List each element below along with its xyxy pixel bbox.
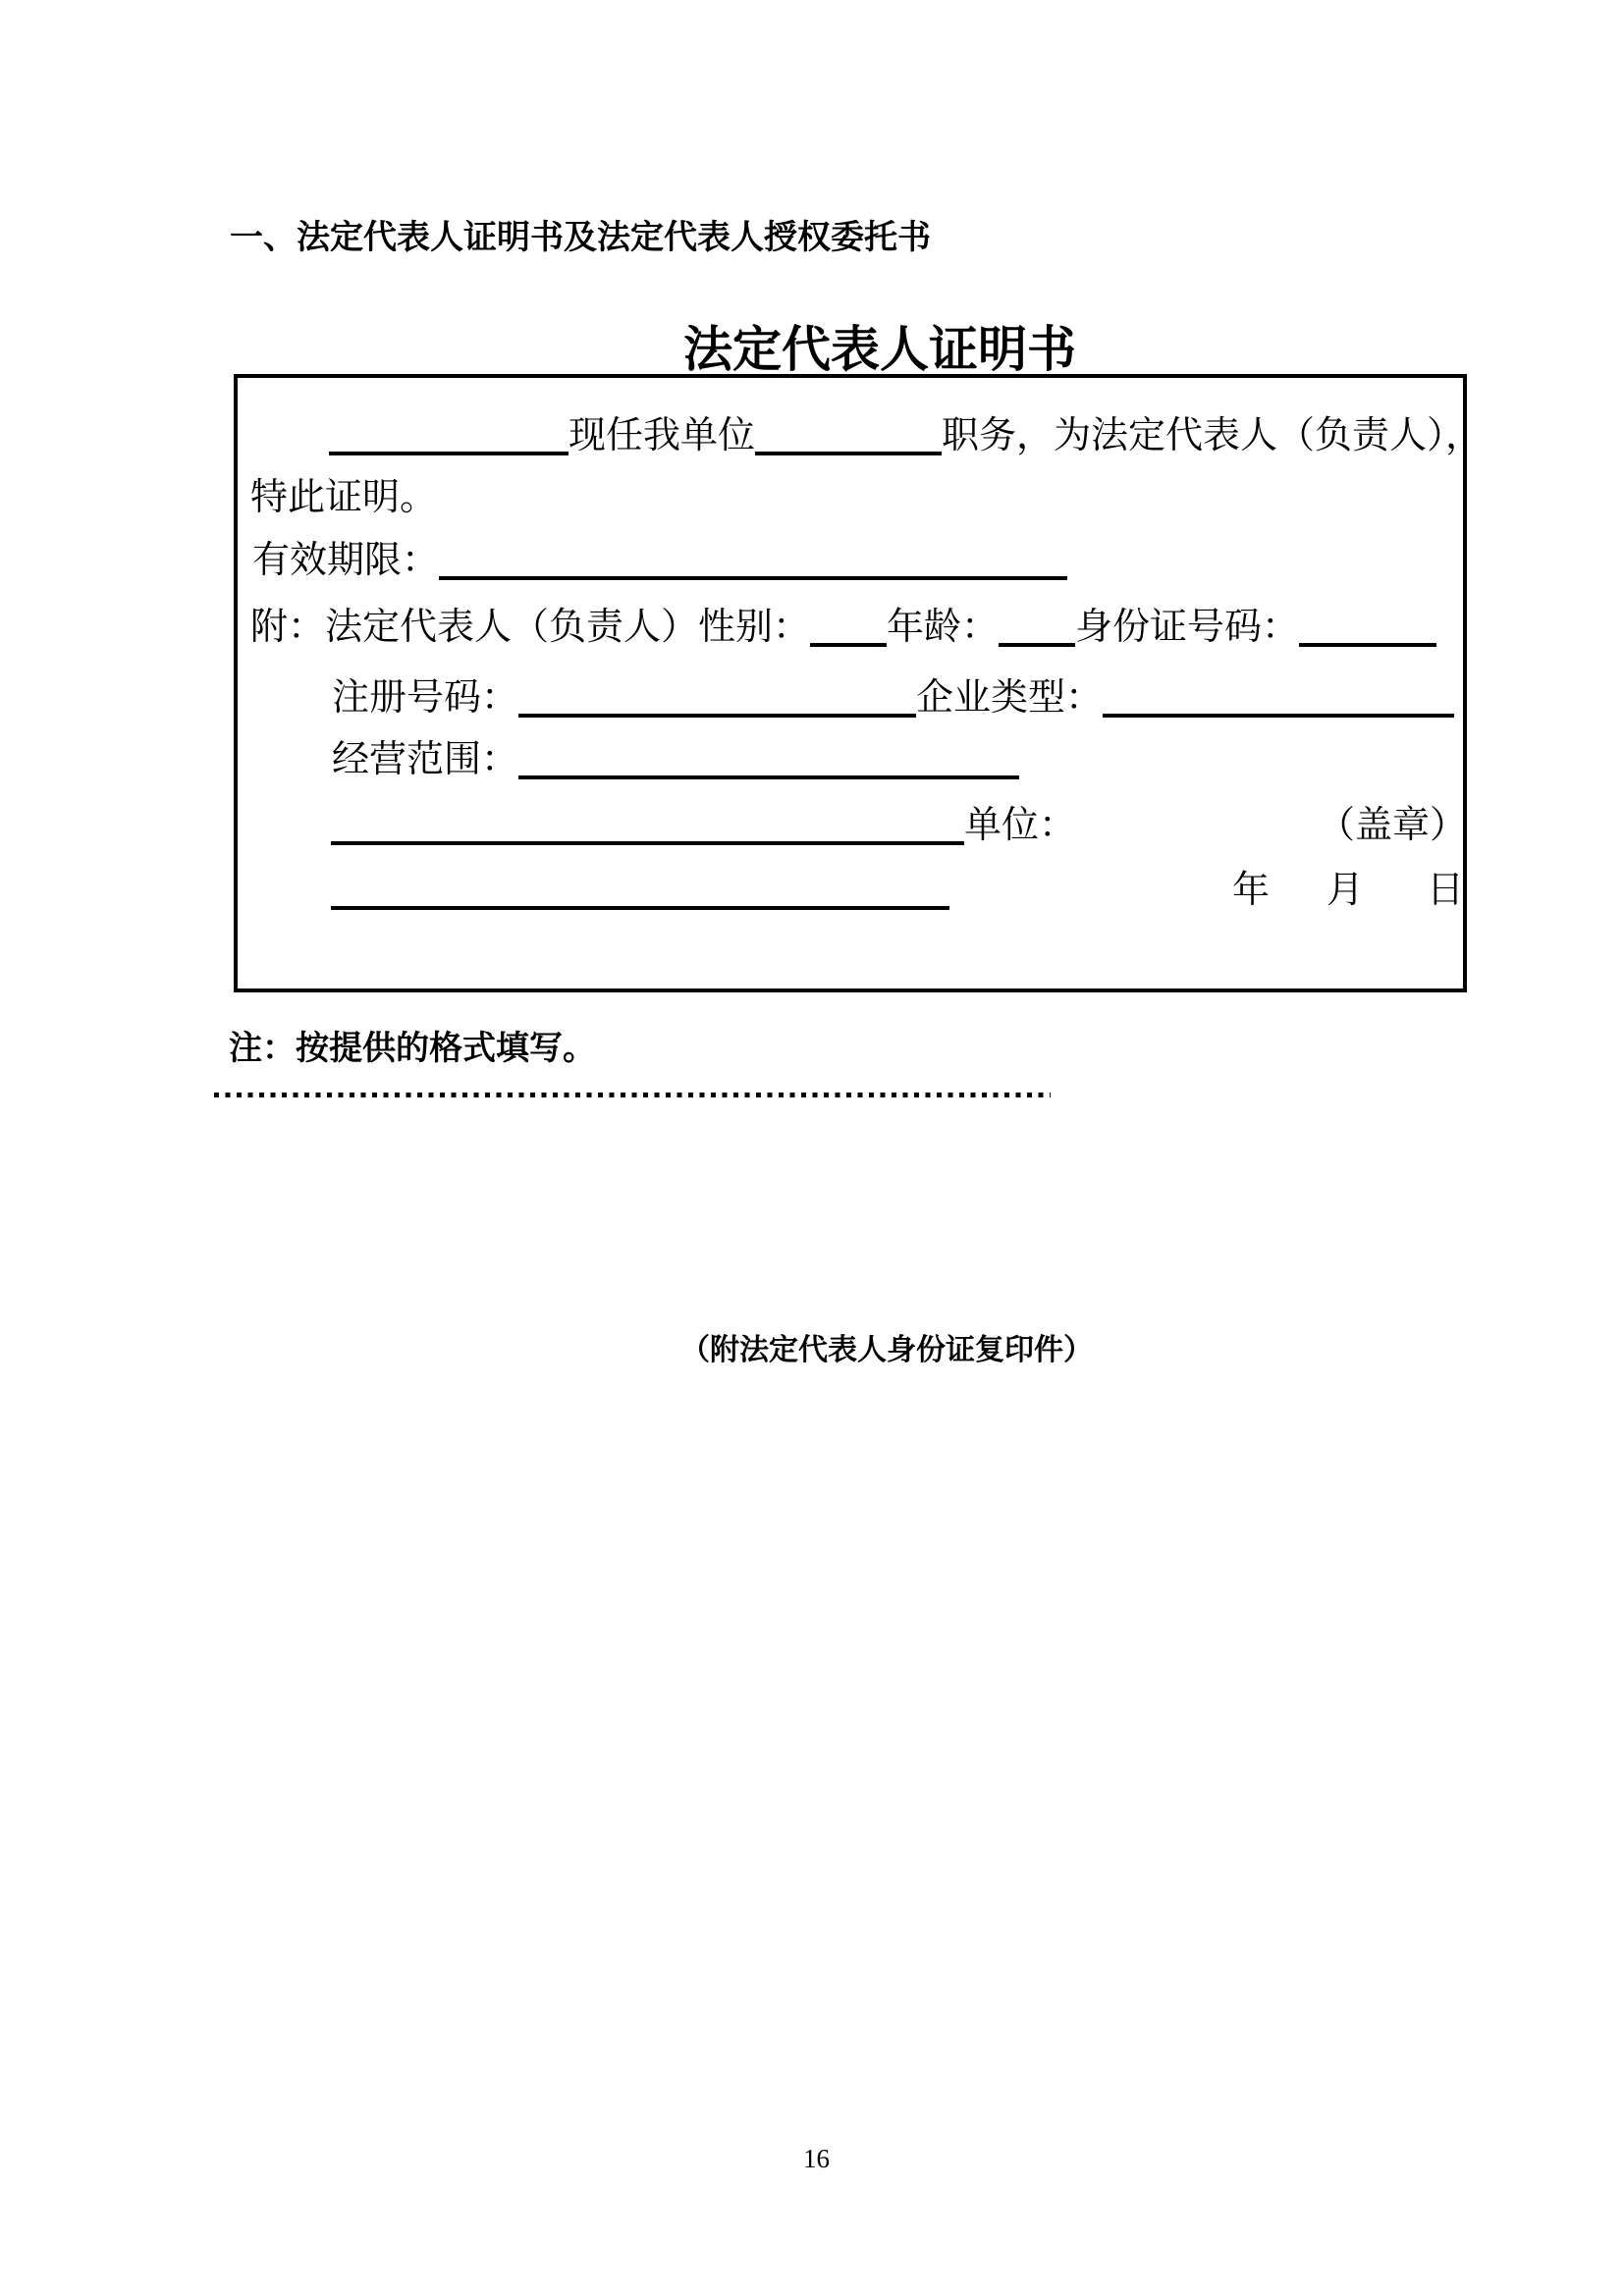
form-line-incumbency [329, 413, 1483, 458]
year-label: 年 [1232, 870, 1271, 911]
age-label: 年龄： [887, 607, 1000, 648]
attachment-note: （附法定代表人身份证复印件） [680, 1334, 1093, 1366]
registration-label: 注册号码： [332, 677, 519, 719]
form-line-registration [332, 675, 1454, 721]
seal-label-wrap [1318, 803, 1467, 848]
fill-in-blank-gender [810, 614, 887, 647]
seal-label: （盖章） [1318, 805, 1468, 846]
certificate-box [234, 374, 1484, 992]
month-label: 月 [1326, 870, 1365, 911]
form-line-certify [250, 475, 437, 520]
incumbency-text-1: 现任我单位 [568, 415, 756, 456]
fill-in-blank-name [329, 422, 568, 455]
fill-in-blank-enterprise-type [1103, 684, 1454, 718]
date-labels [1232, 868, 1464, 913]
enterprise-type-label: 企业类型： [916, 677, 1104, 719]
format-note: 注：按提供的格式填写。 [229, 1031, 596, 1067]
form-line-validity [252, 538, 1067, 583]
certify-text: 特此证明。 [250, 477, 438, 518]
fill-in-blank-date-line [331, 877, 949, 910]
form-line-attributes [250, 605, 1436, 650]
form-line-date-blank [331, 868, 949, 913]
form-line-business-scope [332, 737, 1019, 782]
day-label: 日 [1427, 870, 1465, 911]
fill-in-blank-id-number [1299, 614, 1436, 647]
incumbency-text-2: 职务，为法定代表人（负责人）， [942, 415, 1484, 456]
validity-label: 有效期限： [252, 540, 440, 581]
fill-in-blank-registration [518, 684, 916, 718]
unit-label: 单位： [964, 805, 1077, 846]
page-number: 16 [803, 2144, 830, 2173]
attributes-prefix: 附：法定代表人（负责人）性别： [250, 607, 811, 648]
section-heading: 一、法定代表人证明书及法定代表人授权委托书 [230, 220, 931, 256]
business-scope-label: 经营范围： [332, 739, 519, 780]
fill-in-blank-business-scope [518, 746, 1019, 779]
fill-in-blank-unit-line [331, 812, 964, 845]
form-line-unit [331, 803, 1076, 848]
fill-in-blank-age [999, 614, 1075, 647]
certificate-title: 法定代表人证明书 [683, 322, 1076, 377]
fill-in-blank-position [755, 422, 942, 455]
id-number-label: 身份证号码： [1075, 607, 1300, 648]
dotted-divider [214, 1093, 1051, 1097]
fill-in-blank-validity [439, 547, 1067, 580]
